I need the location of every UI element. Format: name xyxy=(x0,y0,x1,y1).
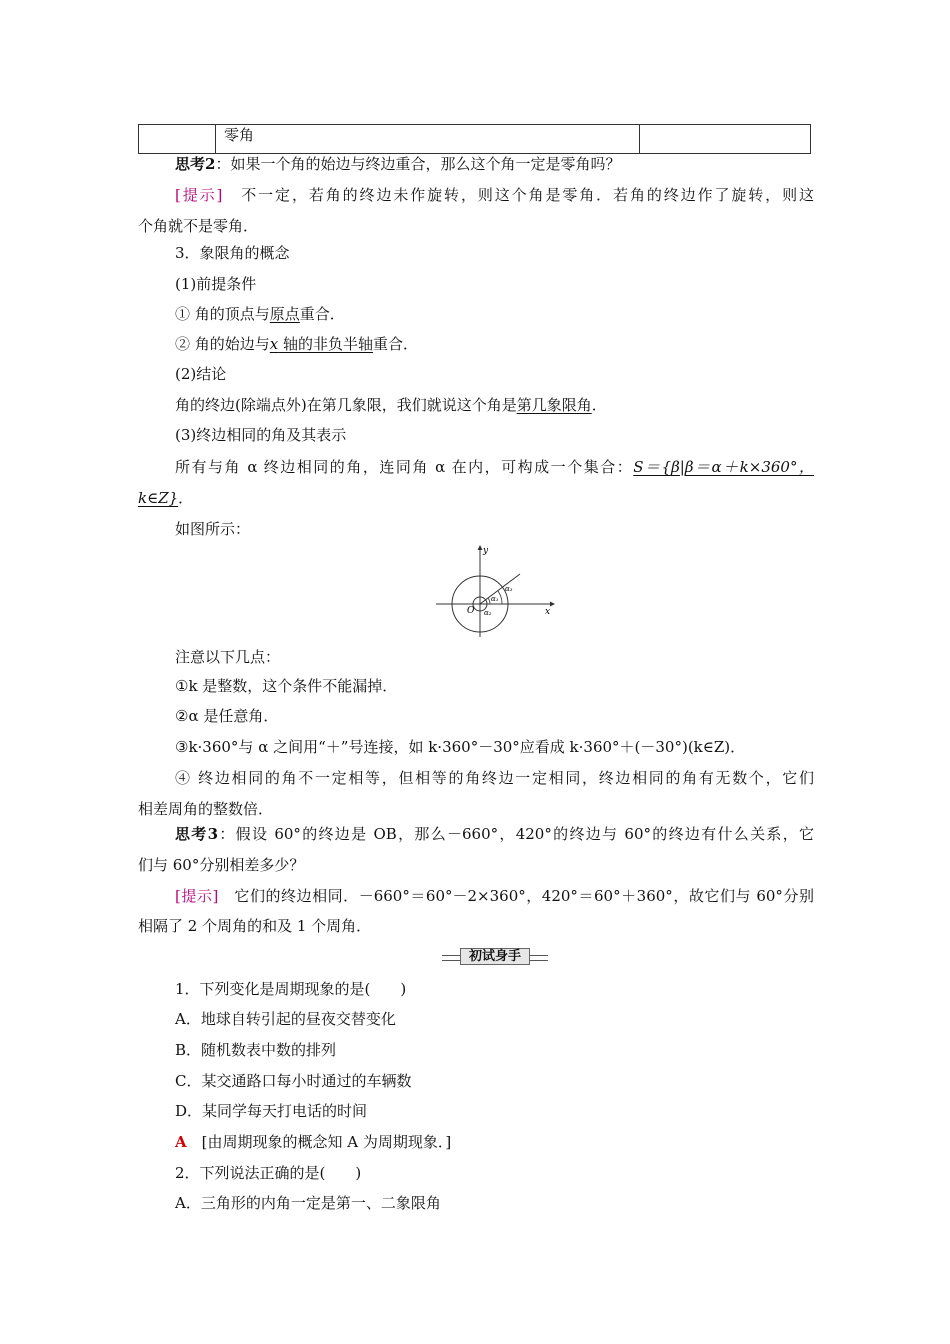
table-cell xyxy=(640,125,811,154)
terminal-ray xyxy=(480,574,520,604)
q1-stem: 1．下列变化是周期现象的是( ) xyxy=(175,980,407,998)
think3-answer-line2: 相隔了 2 个周角的和及 1 个周角． xyxy=(138,917,372,935)
q1-option-c: C．某交通路口每小时通过的车辆数 xyxy=(175,1072,412,1090)
q1-option-d: D．某同学每天打电话的时间 xyxy=(175,1102,368,1120)
note-1: ①k 是整数，这个条件不能漏掉． xyxy=(175,677,398,695)
think2-question: 思考2：如果一个角的始边与终边重合，那么这个角一定是零角吗？ xyxy=(175,155,621,173)
q2-option-a: A．三角形的内角一定是第一、二象限角 xyxy=(175,1194,441,1212)
q2-stem: 2．下列说法正确的是( ) xyxy=(175,1164,362,1182)
conclusion-heading: (2)结论 xyxy=(175,365,227,383)
figure-caption: 如图所示： xyxy=(175,520,251,538)
table-cell-zero-angle: 零角 xyxy=(216,125,640,154)
definition-table-row xyxy=(138,124,811,154)
tip-label: [提示] xyxy=(175,186,223,204)
same-terminal-heading: (3)终边相同的角及其表示 xyxy=(175,426,347,444)
tip-label: [提示] xyxy=(175,887,219,905)
think3-question-line2: 们与 60°分别相差多少？ xyxy=(138,856,305,874)
note-3: ③k·360°与 α 之间用“＋”号连接，如 k·360°－30°应看成 k·360°＋(－30°)(k∈Z)． xyxy=(175,738,746,756)
note-4-line2: 相差周角的整数倍． xyxy=(138,800,274,818)
origin-label: O xyxy=(467,606,475,616)
premise-item-2: ② 角的始边与x 轴的非负半轴重合． xyxy=(175,335,419,353)
answer-letter: A xyxy=(175,1133,187,1151)
table-cell xyxy=(139,125,216,154)
set-line1: 所有与角 α 终边相同的角，连同角 α 在内，可构成一个集合：S＝{β|β＝α＋k×360°， xyxy=(175,458,814,476)
alpha3-label: α₃ xyxy=(505,585,513,593)
alpha1-label: α₁ xyxy=(491,595,499,603)
note-2: ②α 是任意角． xyxy=(175,707,279,725)
section3-title: 3．象限角的概念 xyxy=(175,244,290,262)
conclusion-text: 角的终边(除端点外)在第几象限，我们就说这个角是第几象限角． xyxy=(175,396,607,414)
y-label: y xyxy=(483,546,489,556)
think2-answer-line2: 个角就不是零角． xyxy=(138,217,259,235)
alpha1-arc xyxy=(488,598,490,604)
alpha3-arc xyxy=(498,591,502,604)
x-label: x xyxy=(545,607,551,617)
premise-heading: (1)前提条件 xyxy=(175,275,257,293)
think3-answer-line1: [提示] 它们的终边相同．－660°＝60°－2×360°，420°＝60°＋360°，故它们与 60°分别 xyxy=(175,887,814,905)
q1-answer: A [由周期现象的概念知 A 为周期现象．] xyxy=(175,1133,452,1151)
x-axis-arrow xyxy=(550,602,555,607)
banner-label: 初试身手 xyxy=(460,948,530,965)
notes-title: 注意以下几点： xyxy=(175,648,281,666)
think2-label: 思考2 xyxy=(175,155,216,173)
alpha2-label: α₂ xyxy=(484,609,492,617)
q1-option-a: A．地球自转引起的昼夜交替变化 xyxy=(175,1010,396,1028)
note-4-line1: ④ 终边相同的角不一定相等，但相等的角终边一定相同，终边相同的角有无数个，它们 xyxy=(175,769,814,787)
think3-label: 思考3 xyxy=(175,825,219,843)
premise-item-1: ① 角的顶点与原点重合． xyxy=(175,305,345,323)
y-axis-arrow xyxy=(478,545,483,550)
think3-question-line1: 思考3：假设 60°的终边是 OB，那么－660°，420°的终边与 60°的终边有什么关系，它 xyxy=(175,825,815,843)
think2-answer-line1: [提示] 不一定，若角的终边未作旋转，则这个角是零角．若角的终边作了旋转，则这 xyxy=(175,186,814,204)
set-line2: k∈Z}． xyxy=(138,489,194,507)
q1-option-b: B．随机数表中数的排列 xyxy=(175,1041,337,1059)
angle-diagram xyxy=(432,543,556,641)
section-banner xyxy=(442,948,548,964)
